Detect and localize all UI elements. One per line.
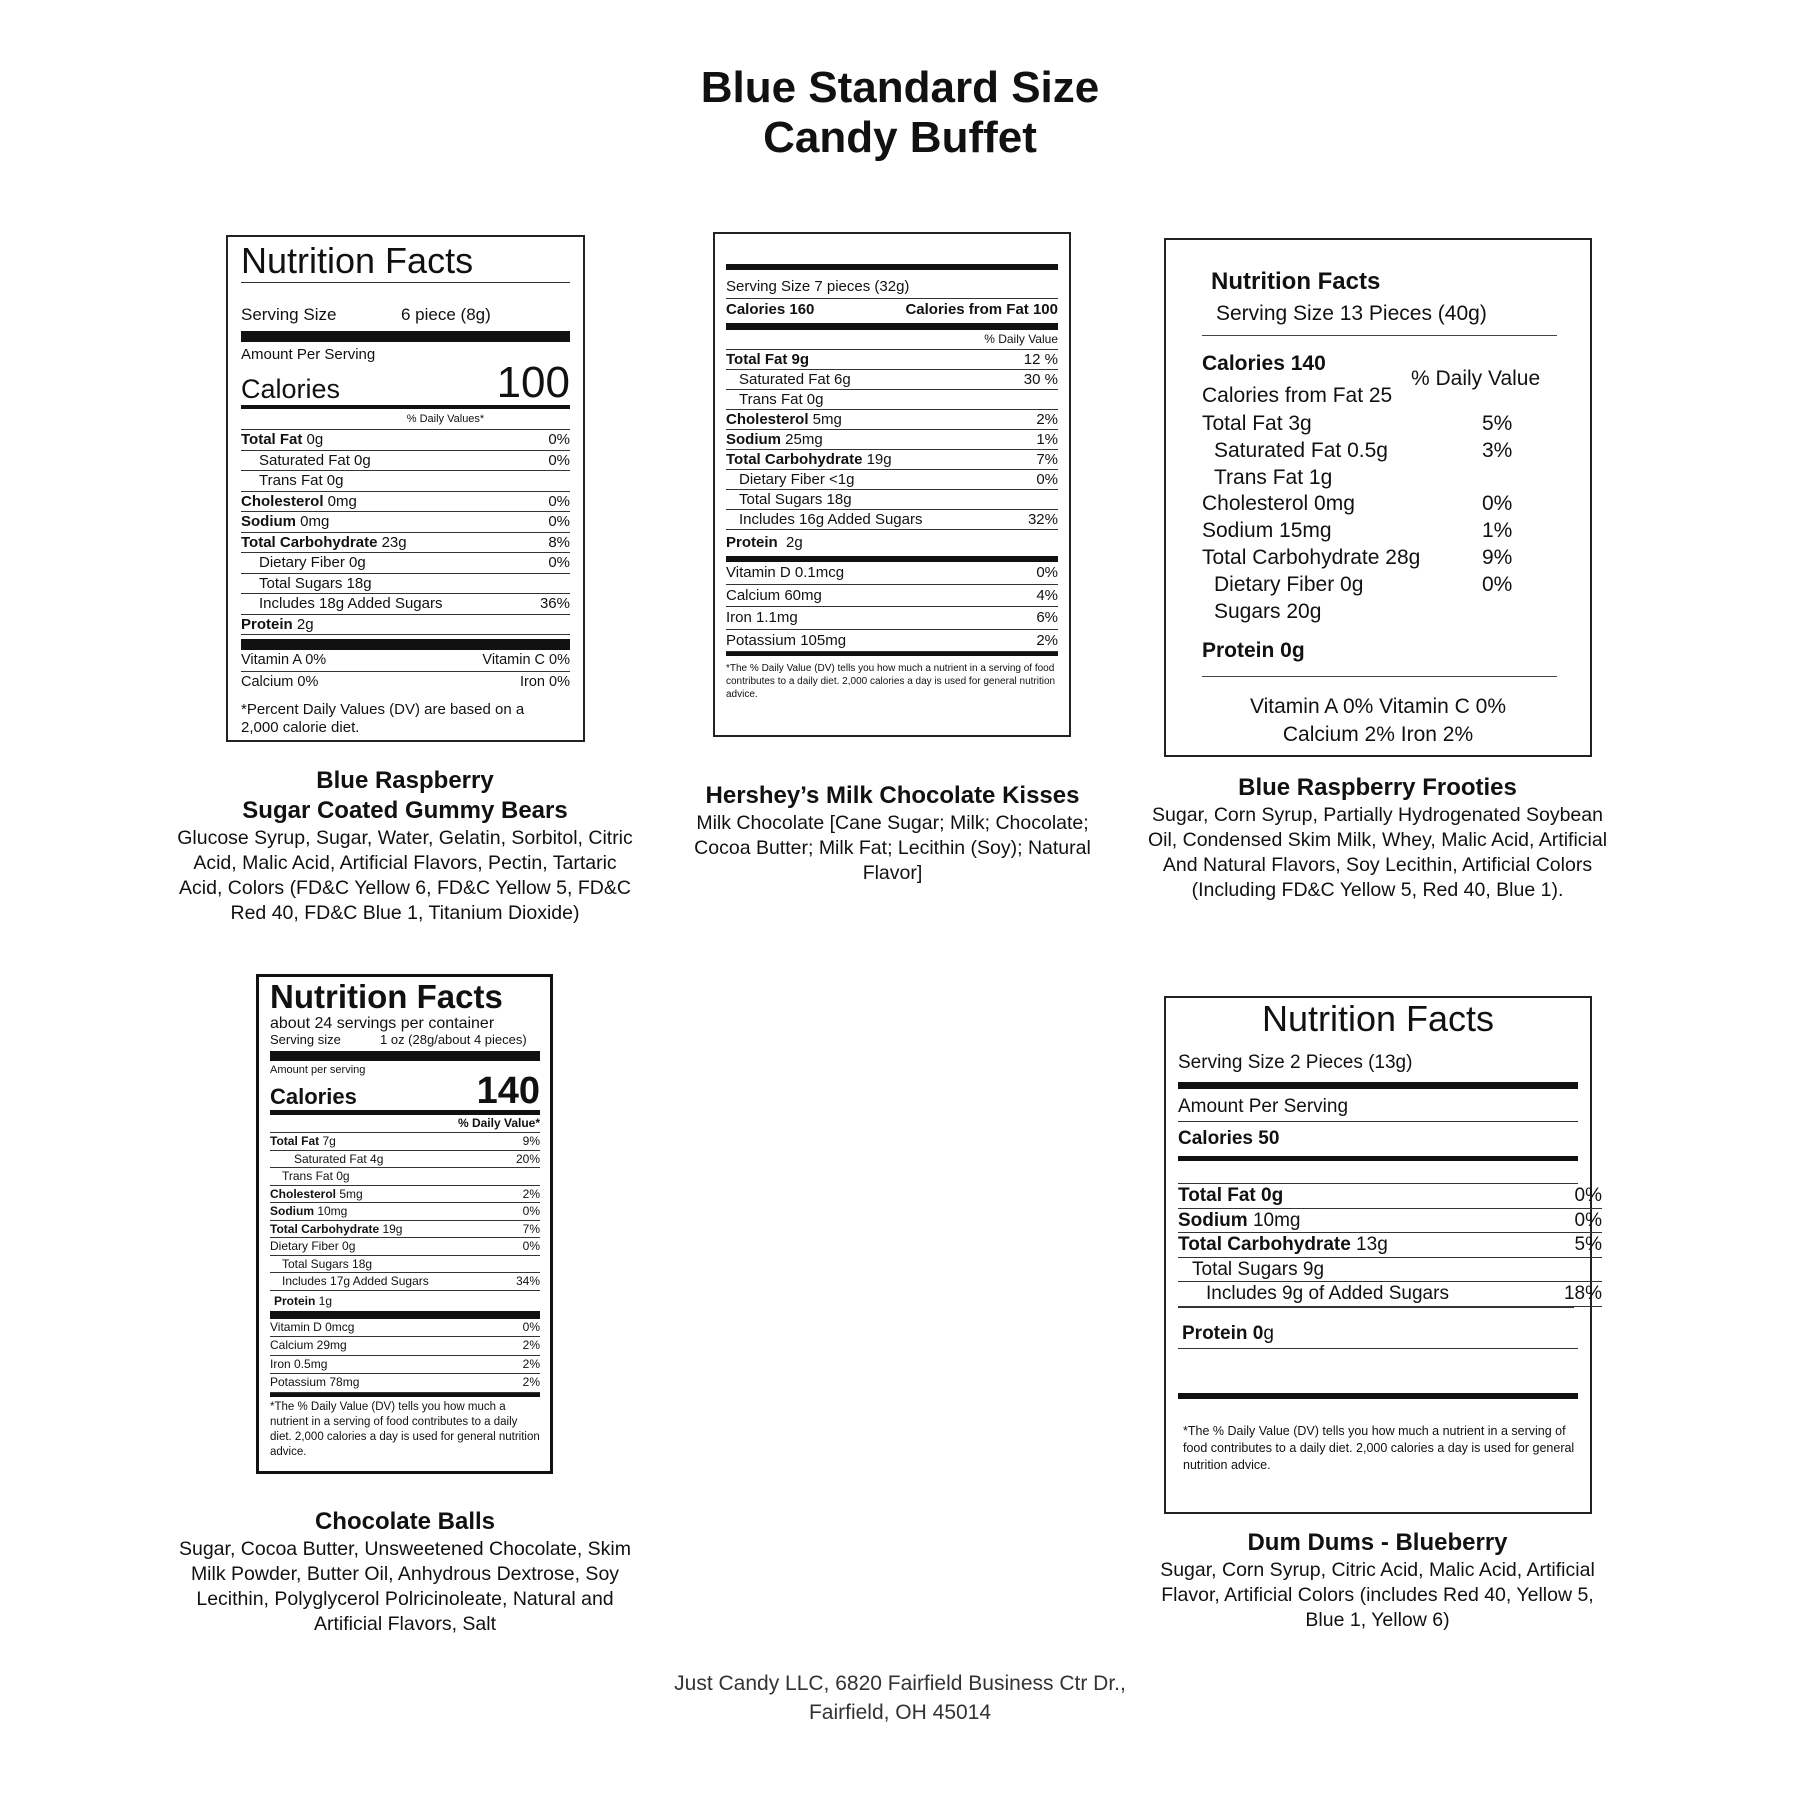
daily-value-percent: 20% — [515, 1151, 540, 1166]
mineral-name: Vitamin D 0mcg — [270, 1319, 355, 1334]
nutrient-name — [270, 1221, 402, 1238]
calories: Calories 140 — [1202, 352, 1326, 375]
nutrient-bold-label: Protein — [241, 615, 293, 633]
nutrient-value: Includes 18g Added Sugars — [259, 595, 443, 612]
nutrient-bold-label: Sodium — [1178, 1209, 1248, 1231]
nutrient-value: Saturated Fat 4g — [294, 1151, 384, 1166]
product-name: Dum Dums - Blueberry — [1247, 1529, 1508, 1556]
nutrient-row — [1178, 1184, 1602, 1209]
daily-value-percent: 0% — [548, 554, 570, 571]
divider — [1202, 676, 1557, 677]
nutrient-rows — [241, 430, 570, 635]
thick-divider — [270, 1311, 540, 1319]
calories-row: Calories 100 — [241, 358, 570, 407]
label-title: Nutrition Facts — [241, 240, 570, 283]
nutrient-name — [1178, 1184, 1283, 1208]
nutrient-row — [1178, 1282, 1602, 1307]
daily-value-percent: 0% — [548, 451, 570, 469]
thick-divider — [1178, 1393, 1578, 1399]
daily-value-percent: 5% — [1574, 1234, 1602, 1255]
thick-divider — [726, 264, 1058, 270]
nutrient-bold-label: Cholesterol — [241, 492, 324, 510]
nutrient-name — [726, 430, 823, 449]
divider — [1202, 335, 1557, 336]
nutrient-value: Trans Fat 0g — [739, 391, 824, 408]
ingredients: Glucose Syrup, Sugar, Water, Gelatin, Sorbitol, Citric Acid, Malic Acid, Artificial Flavors, Pectin, Tartaric Acid, Colors (FD&C Yellow 6, FD&C Yellow 5, FD&C Red 40, FD&C Blue 1, Titanium Dioxide) — [177, 827, 633, 924]
nutrition-label-kisses — [713, 232, 1071, 737]
mineral-row — [270, 1337, 540, 1356]
daily-value-percent: 0% — [1036, 564, 1058, 581]
nutrient-value: 19g — [862, 451, 892, 468]
calories-row: Calories 160 Calories from Fat 100 — [726, 301, 1058, 318]
nutrient-bold-label: Cholesterol — [270, 1186, 337, 1201]
nutrient-row — [270, 1151, 540, 1169]
nutrient-value: 25mg — [781, 431, 823, 448]
nutrient-value: Trans Fat 0g — [282, 1169, 350, 1183]
nutrient-value: 13g — [1350, 1234, 1388, 1255]
nutrient-row — [241, 512, 570, 533]
nutrient-row — [241, 574, 570, 595]
daily-value-percent: 0% — [1482, 492, 1513, 516]
page-title — [0, 63, 1800, 163]
nutrient-name — [241, 512, 329, 532]
nutrition-label-chocolate-balls — [256, 974, 553, 1474]
caption-chocolate-balls — [170, 1507, 640, 1637]
nutrient-row — [1178, 1233, 1602, 1258]
nutrient-row — [726, 430, 1058, 450]
daily-value-percent: 0% — [548, 513, 570, 530]
daily-value-percent: 34% — [515, 1274, 540, 1288]
caption-gummy-bears — [170, 766, 640, 926]
nutrition-label-frooties — [1164, 238, 1592, 757]
caption-dum-dums — [1140, 1528, 1615, 1633]
nutrient-name — [1178, 1233, 1388, 1257]
nutrient-row — [1202, 411, 1517, 438]
nutrient-bold-label: Total Carbohydrate — [241, 533, 378, 551]
nutrient-name: Sugars 20g — [1214, 599, 1322, 623]
thick-divider — [241, 331, 570, 342]
vitamins: Vitamin A 0% Vitamin C 0% Calcium 2% Iron 2% — [1249, 695, 1507, 746]
title-line-1: Blue Standard Size — [700, 63, 1100, 112]
vitamin-left: Vitamin A 0% — [241, 652, 327, 668]
protein: Protein 0g — [1202, 639, 1305, 662]
daily-value-percent — [1482, 599, 1517, 626]
nutrient-value: 5mg — [336, 1186, 363, 1201]
mineral-row — [270, 1319, 540, 1338]
product-name: Hershey’s Milk Chocolate Kisses — [705, 782, 1080, 809]
calories-row: Calories 140 — [270, 1076, 540, 1115]
nutrient-row — [726, 370, 1058, 390]
nutrient-row — [726, 470, 1058, 490]
daily-value-percent: 0% — [522, 1319, 540, 1334]
nutrient-value: 23g — [377, 533, 407, 551]
nutrient-row — [726, 490, 1058, 510]
nutrient-name — [1178, 1258, 1324, 1282]
nutrient-row — [270, 1186, 540, 1204]
footnote: *The % Daily Value (DV) tells you how much a nutrient in a serving of food contributes to a daily diet. 2,000 calories a day is used for general nutrition advice. — [270, 1400, 540, 1458]
nutrient-row — [1202, 518, 1517, 545]
product-name: Blue Raspberry — [316, 767, 494, 794]
address-line-1: Just Candy LLC, 6820 Fairfield Business Ctr Dr., — [674, 1672, 1126, 1695]
nutrient-name: Total Fat 3g — [1202, 412, 1312, 435]
label-title: Nutrition Facts — [1261, 998, 1495, 1039]
nutrient-name — [726, 470, 854, 489]
nutrient-name — [726, 350, 809, 369]
serving-size: Serving Size 2 Pieces (13g) — [1178, 1052, 1413, 1073]
nutrient-row — [241, 430, 570, 451]
nutrient-value: Dietary Fiber 0g — [259, 554, 366, 571]
vitamin-row — [241, 672, 570, 693]
nutrient-row — [726, 410, 1058, 430]
nutrient-name — [241, 615, 314, 635]
title-line-2: Candy Buffet — [763, 113, 1037, 162]
nutrient-name: Total Carbohydrate 28g — [1202, 545, 1421, 569]
nutrient-row — [1178, 1209, 1602, 1234]
protein-row: Protein 1g — [274, 1293, 333, 1308]
daily-value-percent: 8% — [548, 533, 570, 551]
nutrient-row — [241, 533, 570, 554]
nutrient-row — [726, 350, 1058, 370]
nutrient-name — [241, 533, 407, 553]
ingredients: Milk Chocolate [Cane Sugar; Milk; Chocolate; Cocoa Butter; Milk Fat; Lecithin (Soy); Natural Flavor] — [694, 812, 1091, 884]
daily-value-percent: 7% — [522, 1221, 540, 1236]
daily-value-percent: 0% — [548, 431, 570, 448]
nutrient-name — [241, 451, 371, 471]
daily-value-percent: 2% — [522, 1375, 540, 1389]
product-name: Blue Raspberry Frooties — [1238, 774, 1517, 801]
serving-size-row: Serving size 1 oz (28g/about 4 pieces) — [270, 1032, 527, 1047]
nutrient-bold-label: Sodium — [241, 513, 296, 530]
nutrient-rows — [1202, 411, 1517, 625]
thick-divider — [726, 323, 1058, 330]
nutrient-row — [1202, 465, 1517, 492]
nutrient-name — [726, 370, 851, 389]
nutrient-name — [270, 1186, 363, 1203]
footnote: *The % Daily Value (DV) tells you how much a nutrient in a serving of food contributes to a daily diet. 2,000 calories a day is used for general nutrition advice. — [1183, 1423, 1575, 1472]
daily-value-percent: 0% — [1482, 572, 1513, 596]
mineral-rows — [726, 562, 1058, 652]
nutrient-name — [270, 1133, 336, 1150]
daily-value-percent: 12 % — [1023, 351, 1058, 368]
nutrient-name: Saturated Fat 0.5g — [1214, 438, 1388, 462]
nutrient-name — [241, 492, 357, 512]
nutrient-value: Includes 16g Added Sugars — [739, 511, 923, 528]
mineral-row — [726, 585, 1058, 608]
nutrient-value: Total Sugars 18g — [282, 1256, 373, 1271]
nutrient-name — [270, 1256, 372, 1273]
nutrient-row — [1202, 545, 1517, 572]
daily-value-percent: 2% — [1036, 411, 1058, 428]
nutrient-name — [270, 1168, 350, 1185]
daily-value-percent: 0% — [1574, 1209, 1602, 1231]
ingredients: Sugar, Corn Syrup, Citric Acid, Malic Acid, Artificial Flavor, Artificial Colors (includes Red 40, Yellow 5, Blue 1, Yellow 6) — [1160, 1559, 1595, 1631]
nutrient-value: 7g — [319, 1134, 336, 1148]
mineral-row — [726, 562, 1058, 585]
nutrient-value: 10mg — [1247, 1209, 1301, 1231]
serving-size-row: Serving Size 6 piece (8g) — [241, 305, 491, 324]
daily-value-percent: 36% — [539, 595, 570, 612]
nutrition-label-dum-dums — [1164, 996, 1602, 1514]
nutrient-value: 2g — [292, 615, 314, 633]
daily-value-percent: 5% — [1482, 412, 1513, 435]
nutrient-name — [726, 410, 842, 429]
nutrient-row — [726, 450, 1058, 470]
nutrient-name — [241, 574, 372, 594]
daily-value-percent: 1% — [1036, 431, 1058, 448]
thick-divider — [241, 639, 570, 650]
protein-row: Protein 2g — [726, 534, 803, 551]
nutrient-name: Dietary Fiber 0g — [1214, 572, 1364, 596]
nutrient-bold-label: Total Carbohydrate — [1178, 1234, 1351, 1255]
daily-value-percent — [1482, 465, 1517, 492]
serving-size: Serving Size 13 Pieces (40g) — [1216, 302, 1487, 325]
label-title: Nutrition Facts — [270, 978, 503, 1015]
daily-value-percent: 0% — [1036, 471, 1058, 488]
nutrient-value: Saturated Fat 0g — [259, 451, 371, 469]
daily-value-percent: 0% — [548, 492, 570, 510]
nutrient-value: Includes 17g Added Sugars — [282, 1274, 429, 1288]
nutrient-name — [241, 430, 323, 450]
thick-divider — [726, 652, 1058, 656]
footnote: *Percent Daily Values (DV) are based on a 2,000 calorie diet. — [241, 701, 525, 736]
nutrient-row — [270, 1168, 540, 1186]
nutrient-row — [270, 1203, 540, 1221]
nutrient-name — [726, 490, 852, 509]
nutrient-bold-label: Sodium — [726, 431, 781, 448]
mineral-name: Iron 0.5mg — [270, 1356, 328, 1371]
amount-per-serving: Amount per serving — [270, 1064, 366, 1076]
nutrient-bold-label: Total Fat — [270, 1134, 320, 1148]
mineral-name: Calcium 60mg — [726, 586, 822, 604]
daily-value-percent: 9% — [522, 1134, 540, 1148]
daily-value-percent: 7% — [1036, 451, 1058, 468]
thick-divider — [270, 1051, 540, 1061]
mineral-name: Vitamin D 0.1mcg — [726, 564, 845, 581]
thick-divider — [1178, 1082, 1578, 1089]
nutrient-row — [270, 1273, 540, 1291]
spacer — [1178, 1161, 1578, 1184]
caption-frooties — [1140, 773, 1615, 903]
nutrient-row — [1202, 491, 1517, 518]
daily-value-percent: 32% — [1027, 511, 1058, 528]
daily-value-percent: 2% — [522, 1338, 540, 1352]
nutrient-name: Trans Fat 1g — [1214, 465, 1333, 489]
mineral-name: Potassium 78mg — [270, 1375, 360, 1389]
nutrient-row — [241, 594, 570, 615]
nutrient-name — [726, 510, 922, 529]
nutrient-value: 0mg — [296, 513, 330, 530]
dv-header: % Daily Value* — [270, 1115, 540, 1133]
daily-value-percent: 18% — [1563, 1283, 1602, 1304]
daily-value-percent: 1% — [1482, 519, 1513, 543]
divider — [1178, 1307, 1574, 1320]
nutrient-bold-label: Total Fat 0g — [1178, 1185, 1284, 1206]
nutrient-name — [726, 450, 892, 469]
nutrient-value: Includes 9g of Added Sugars — [1206, 1283, 1449, 1304]
nutrient-name — [241, 594, 442, 614]
daily-value-percent: 3% — [1482, 438, 1513, 462]
nutrient-name — [270, 1203, 347, 1220]
product-name: Chocolate Balls — [314, 1508, 496, 1535]
amount-per-serving: Amount Per Serving — [241, 346, 376, 363]
mineral-row — [726, 630, 1058, 653]
daily-value-percent: 2% — [522, 1186, 540, 1201]
address-line-2: Fairfield, OH 45014 — [808, 1701, 992, 1724]
nutrient-value: Saturated Fat 6g — [739, 371, 851, 388]
daily-value-percent: 2% — [522, 1356, 540, 1371]
serving-size: Serving Size 7 pieces (32g) — [726, 278, 1058, 299]
nutrient-row — [726, 510, 1058, 530]
nutrient-name — [241, 471, 343, 491]
nutrient-row — [1202, 438, 1517, 465]
mineral-name: Iron 1.1mg — [726, 609, 798, 626]
nutrient-name — [241, 553, 366, 573]
dv-header: % Daily Value — [1411, 367, 1541, 390]
nutrient-name — [270, 1273, 429, 1290]
nutrient-name — [1178, 1209, 1300, 1233]
nutrient-name — [270, 1151, 383, 1168]
vitamin-right: Vitamin C 0% — [482, 652, 570, 668]
nutrient-row — [270, 1133, 540, 1151]
thick-divider — [270, 1393, 540, 1397]
ingredients: Sugar, Cocoa Butter, Unsweetened Chocolate, Skim Milk Powder, Butter Oil, Anhydrous Dextrose, Soy Lecithin, Polyglycerol Polricinoleate, Natural and Artificial Flavors, Salt — [178, 1538, 631, 1635]
servings-per-container: about 24 servings per container — [270, 1015, 495, 1032]
nutrient-value: Trans Fat 0g — [259, 472, 344, 489]
daily-value-percent: 9% — [1482, 545, 1513, 569]
nutrient-row — [241, 471, 570, 492]
footnote: *The % Daily Value (DV) tells you how much a nutrient in a serving of food contributes to a daily diet. 2,000 calories a day is used for general nutrition advice. — [726, 663, 1056, 700]
caption-kisses — [690, 781, 1095, 886]
daily-value-percent: 0% — [1574, 1185, 1602, 1206]
nutrient-row — [241, 451, 570, 472]
daily-value-percent: 0% — [522, 1239, 540, 1253]
nutrient-value: 19g — [379, 1221, 403, 1236]
ingredients: Sugar, Corn Syrup, Partially Hydrogenated Soybean Oil, Condensed Skim Milk, Whey, Malic Acid, Artificial And Natural Flavors, Soy Lecithin, Artificial Colors (Including FD&C Yellow 5, Red 40, Blue 1). — [1147, 804, 1608, 901]
daily-value-percent: 4% — [1036, 586, 1058, 604]
calories: Calories 50 — [1178, 1128, 1280, 1149]
nutrient-row — [1202, 572, 1517, 599]
mineral-row — [270, 1356, 540, 1375]
nutrient-rows — [726, 350, 1058, 530]
nutrient-row — [1178, 1258, 1602, 1283]
calories-from-fat: Calories from Fat 25 — [1202, 384, 1393, 407]
nutrient-row — [241, 615, 570, 636]
vitamin-row — [241, 650, 570, 672]
daily-value-percent: 30 % — [1023, 371, 1058, 388]
nutrient-name — [726, 390, 823, 409]
company-address — [0, 1669, 1800, 1727]
nutrition-label-gummy-bears — [226, 235, 585, 742]
nutrient-bold-label: Total Carbohydrate — [726, 451, 863, 468]
dv-header: % Daily Values* — [241, 409, 570, 430]
nutrient-bold-label: Total Fat 9g — [726, 351, 810, 368]
mineral-row — [270, 1374, 540, 1393]
daily-value-percent: 0% — [522, 1204, 540, 1218]
nutrient-bold-label: Sodium — [270, 1204, 314, 1218]
mineral-row — [726, 607, 1058, 630]
vitamin-left: Calcium 0% — [241, 674, 319, 690]
vitamin-right: Iron 0% — [520, 674, 570, 690]
nutrient-row — [241, 553, 570, 574]
nutrient-value: Total Sugars 18g — [739, 491, 852, 508]
mineral-rows — [270, 1319, 540, 1393]
daily-value-percent: 6% — [1036, 609, 1058, 626]
mineral-name: Calcium 29mg — [270, 1338, 347, 1352]
nutrient-row — [270, 1256, 540, 1274]
nutrient-name — [270, 1238, 355, 1255]
daily-value-percent: 2% — [1036, 631, 1058, 649]
nutrient-bold-label: Total Carbohydrate — [270, 1221, 380, 1236]
nutrient-bold-label: Total Fat — [241, 431, 303, 448]
nutrient-value: 0g — [302, 431, 324, 448]
nutrient-name: Sodium 15mg — [1202, 519, 1332, 543]
dv-header: % Daily Value — [726, 330, 1058, 350]
nutrient-row — [1202, 599, 1517, 626]
nutrient-value: Total Sugars 9g — [1192, 1258, 1325, 1280]
nutrient-bold-label: Cholesterol — [726, 411, 809, 428]
nutrient-value: Dietary Fiber <1g — [739, 471, 855, 488]
nutrient-rows — [1178, 1184, 1602, 1307]
nutrient-row — [270, 1238, 540, 1256]
nutrient-name: Cholesterol 0mg — [1202, 492, 1355, 516]
nutrient-value: 10mg — [314, 1204, 348, 1218]
amount-per-serving: Amount Per Serving — [1178, 1096, 1578, 1122]
nutrient-row — [270, 1221, 540, 1239]
nutrient-value: 0mg — [323, 492, 357, 510]
nutrient-value: Dietary Fiber 0g — [270, 1239, 356, 1253]
product-name: Sugar Coated Gummy Bears — [242, 797, 568, 824]
protein-row: Protein 0g — [1178, 1320, 1578, 1349]
label-title: Nutrition Facts — [1211, 268, 1381, 295]
nutrient-value: Total Sugars 18g — [259, 574, 372, 592]
nutrient-rows — [270, 1133, 540, 1291]
vitamin-rows — [241, 650, 570, 693]
mineral-name: Potassium 105mg — [726, 631, 847, 649]
nutrient-row — [726, 390, 1058, 410]
nutrient-name — [1178, 1282, 1449, 1306]
nutrient-row — [241, 492, 570, 513]
nutrient-value: 5mg — [808, 411, 842, 428]
